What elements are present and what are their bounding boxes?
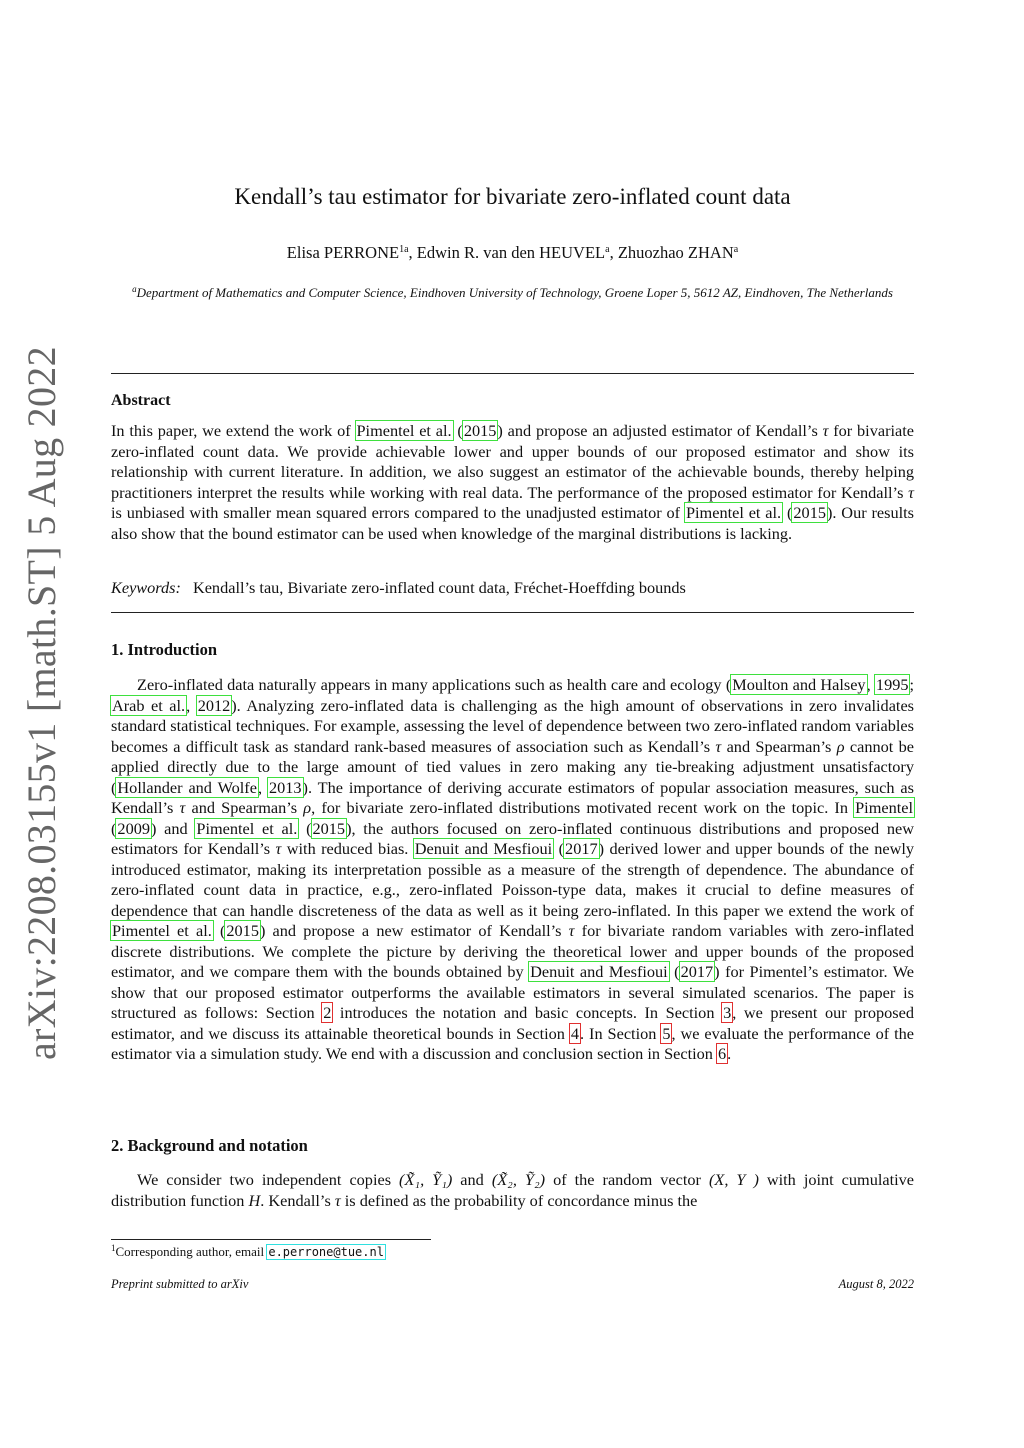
author-separator: , — [609, 243, 618, 262]
introduction-body: Zero-inflated data naturally appears in many applications such as health care and ecology (Moulton and Halsey, 1995; Arab et al., 2012). Analyzing zero-inflated data is challenging as the high amount of observations in zero invalidates standard statistical techniques. For example, assessing the level of dependence between two zero-inflated random variables becomes a difficult task as standard rank-based measures of association such as Kendall’s τ and Spearman’s ρ cannot be applied directly due to the large amount of tied values in zero making any tie-breaking adjustment unsatisfactory (Hollander and Wolfe, 2013). The importance of deriving accurate estimators of popular association measures, such as Kendall’s τ and Spearman’s ρ, for bivariate zero-inflated distributions motivated recent work on the topic. In Pimentel (2009) and Pimentel et al. (2015), the authors focused on zero-inflated continuous distributions and proposed new estimators for Kendall’s τ with reduced bias. Denuit and Mesfioui (2017) derived lower and upper bounds of the newly introduced estimator, making its interpretation possible as a measure of the strength of dependence. The abundance of zero-inflated count data in practice, e.g., zero-inflated Poisson-type data, makes it crucial to define measures of dependence that can handle discreteness of the data as well as it being zero-inflated. In this paper we extend the work of Pimentel et al. (2015) and propose a new estimator of Kendall’s τ for bivariate random variables with zero-inflated discrete distributions. We complete the picture by deriving the theoretical lower and upper bounds of the proposed estimator, and we compare them with the bounds obtained by Denuit and Mesfioui (2017) for Pimentel’s estimator. We show that our proposed estimator outperforms the available estimators in several simulated scenarios. The paper is structured as follows: Section 2 introduces the notation and basic concepts. In Section 3, we present our proposed estimator, and we discuss its attainable theoretical bounds in Section 4. In Section 5, we evaluate the performance of the estimator via a simulation study. We end with a discussion and conclusion section in Section 6. — [111, 675, 915, 1063]
section-ref-link[interactable]: 6 — [717, 1044, 727, 1063]
citation-link[interactable]: 2015 — [226, 921, 259, 940]
section-ref-link[interactable]: 5 — [662, 1023, 671, 1043]
preprint-date: August 8, 2022 — [838, 1277, 914, 1291]
author-name: Elisa PERRONE — [286, 243, 400, 262]
abstract-body: In this paper, we extend the work of Pimentel et al. (2015) and propose an adjusted estimator of Kendall’s τ for bivariate zero-inflated count data. We provide achievable lower and upper bounds of our proposed estimator and show its relationship with current literature. In addition, we also suggest an estimator of the achievable bounds, thereby helping practitioners interpret the results while working with real data. The performance of the proposed estimator for Kendall’s τ is unbiased with smaller mean squared errors compared to the unadjusted estimator of Pimentel et al. (2015). Our results also show that the bound estimator can be used when knowledge of the marginal distributions is lacking. — [111, 421, 914, 543]
section-ref-link[interactable]: 3 — [723, 1003, 732, 1022]
affiliation-superscript: a — [132, 284, 137, 294]
citation-link[interactable]: 2009 — [117, 818, 150, 838]
citation-link[interactable]: 2013 — [268, 777, 302, 797]
author-superscript: a — [605, 244, 610, 255]
footnote-text: Corresponding author, email — [115, 1244, 268, 1259]
keywords-text: Kendall’s tau, Bivariate zero-inflated count data, Fréchet-Hoeffding bounds — [192, 578, 686, 597]
arxiv-identifier: arXiv:2208.03155v1 [math.ST] 5 Aug 2022 — [19, 346, 64, 1060]
paper-title: Kendall’s tau estimator for bivariate zero-inflated count data — [234, 184, 791, 209]
citation-link[interactable]: 2017 — [680, 962, 714, 981]
affiliation-text: Department of Mathematics and Computer Science, Eindhoven University of Technology, Groene Loper 5, 5612 AZ, Eindhoven, The Netherlands — [136, 285, 893, 300]
citation-link[interactable]: 2017 — [565, 839, 598, 858]
citation-link[interactable]: Pimentel — [855, 798, 914, 817]
author-superscript: 1a — [399, 244, 409, 255]
citation-link[interactable]: Hollander and Wolfe — [117, 777, 257, 797]
citation-link[interactable]: Denuit and Mesfioui — [414, 839, 553, 858]
section-heading-introduction: 1. Introduction — [111, 640, 218, 659]
citation-link[interactable]: 2015 — [793, 503, 826, 522]
citation-link[interactable]: 2012 — [197, 695, 231, 715]
citation-link[interactable]: 1995 — [875, 675, 909, 694]
citation-link[interactable]: 2015 — [312, 818, 346, 838]
citation-link[interactable]: Arab et al. — [112, 695, 186, 715]
footnote-rule — [111, 1239, 431, 1240]
section-heading-background: 2. Background and notation — [111, 1136, 308, 1155]
section-ref-link[interactable]: 2 — [323, 1003, 332, 1022]
abstract-top-rule — [111, 373, 914, 374]
abstract-bottom-rule — [111, 612, 914, 613]
abstract-heading: Abstract — [111, 392, 171, 409]
background-body: We consider two independent copies (X̃₁, Ỹ₁) and (X̃₂, Ỹ₂) of the random vector (X, Y ) with joint cumulative distribution function H. Kendall’s τ is defined as the probability of concordance minus the — [111, 1170, 915, 1210]
author-name: Edwin R. van den HEUVEL — [416, 243, 606, 262]
citation-link[interactable]: Pimentel et al. — [196, 818, 298, 838]
author-superscript: a — [733, 244, 739, 255]
citation-link[interactable]: Pimentel et al. — [356, 421, 452, 440]
affiliation — [131, 281, 894, 301]
citation-link[interactable]: Pimentel et al. — [112, 921, 212, 940]
section-ref-link[interactable]: 4 — [570, 1023, 580, 1043]
author-list — [111, 243, 914, 263]
author-separator: , — [408, 243, 417, 262]
footnote-marker: 1 — [111, 1243, 116, 1253]
footnote — [111, 1243, 385, 1260]
citation-link[interactable]: Pimentel et al. — [685, 503, 782, 522]
keywords-label: Keywords: — [111, 578, 181, 597]
author-name: Zhuozhao ZHAN — [617, 243, 734, 262]
citation-link[interactable]: Denuit and Mesfioui — [530, 962, 668, 981]
email-link[interactable]: e.perrone@tue.nl — [268, 1245, 384, 1259]
keywords — [111, 578, 914, 598]
citation-link[interactable]: 2015 — [463, 421, 497, 440]
preprint-note: Preprint submitted to arXiv — [111, 1277, 249, 1291]
citation-link[interactable]: Moulton and Halsey — [732, 675, 866, 694]
